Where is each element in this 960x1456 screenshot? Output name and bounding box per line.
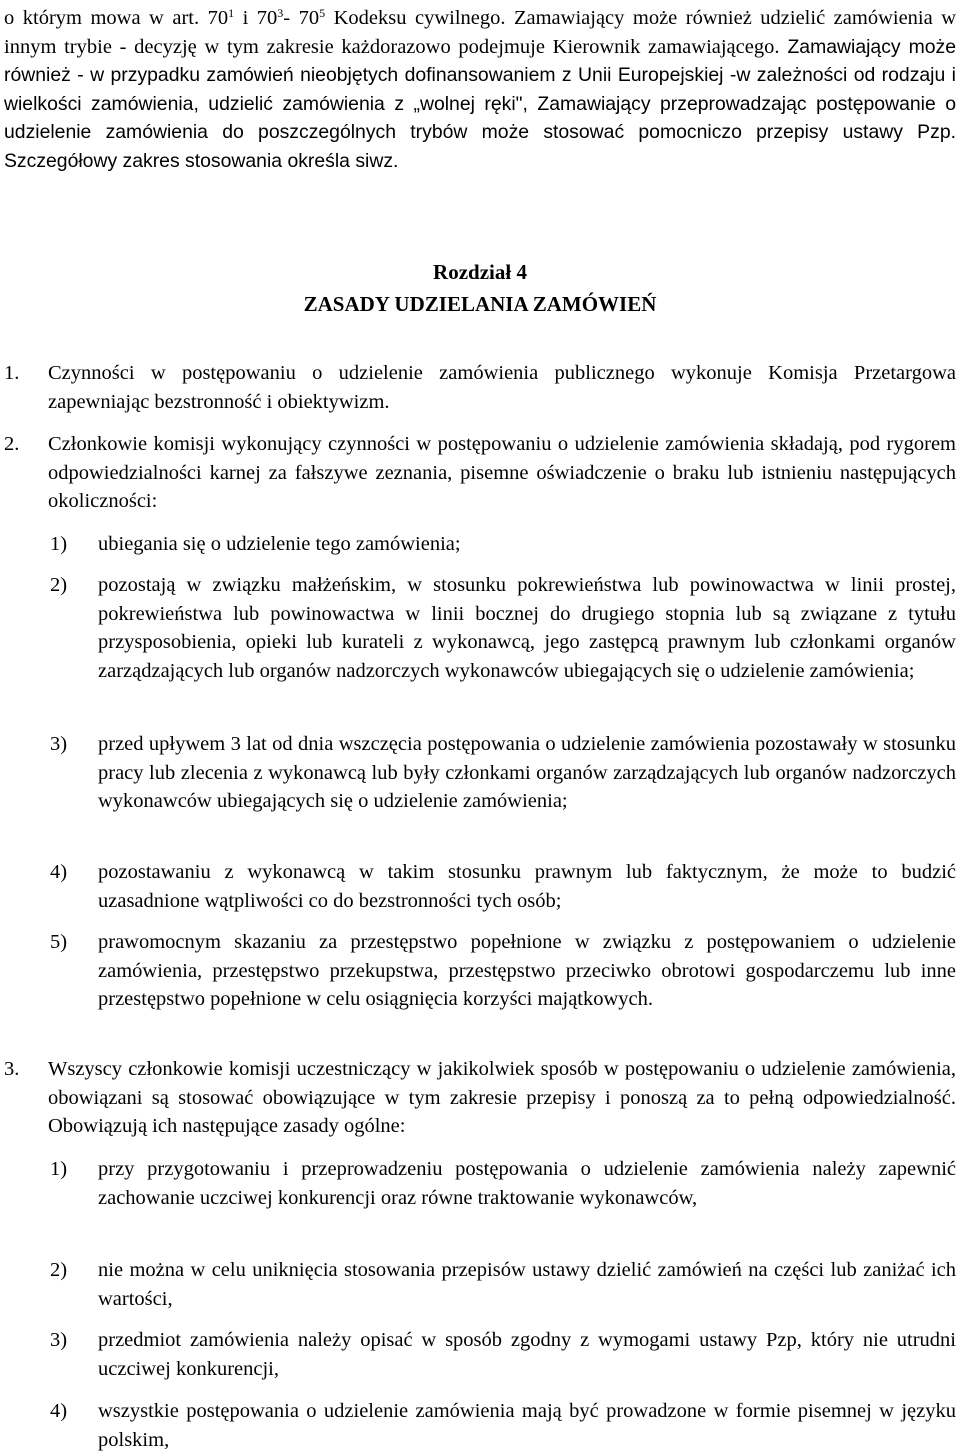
chapter-number: Rozdział 4	[433, 260, 527, 284]
point-text: Wszyscy członkowie komisji uczestniczący w jakikolwiek sposób w postępowaniu o udzielenie zamówienia, obowiązani są stosować obowiązujące w tym zakresie przepisy i ponoszą za to pełną odpowiedzialność. Obowiązują ich następujące zasady ogólne:	[48, 1058, 956, 1138]
list-item-text: pozostawaniu z wykonawcą w takim stosunku prawnym lub faktycznym, że może to budzić uzasadnione wątpliwości co do bezstronności tych osób;	[98, 861, 956, 912]
point-item	[4, 359, 956, 416]
intro-text-rest: Zamawiający może również - w przypadku zamówień nieobjętych dofinansowaniem z Unii Europejskiej -w zależności od rodzaju i wielkości zamówienia, udzielić zamówienia z „wolnej ręki", Zamawiający przeprowadzając postępowanie o udzielenie zamówienia do poszczególnych trybów może stosować pomocniczo przepisy ustawy Pzp. Szczegółowy zakres stosowania określa siwz.	[4, 35, 956, 172]
list-item	[50, 730, 956, 816]
intro-text-1: o którym mowa w art. 70	[4, 7, 229, 29]
superscript: 1	[228, 6, 235, 20]
point-number: 3.	[4, 1058, 20, 1080]
list-item-text: ubiegania się o udzielenie tego zamówienia;	[98, 533, 461, 555]
list-item-text: pozostają w związku małżeńskim, w stosunku pokrewieństwa lub powinowactwa w linii prostej, pokrewieństwa lub powinowactwa w linii bocznej do drugiego stopnia lub są związane z tytułu przysposobienia, opieki lub kurateli z wykonawcą, jego zastępcą prawnym lub członkami organów zarządzających lub organów nadzorczych wykonawców ubiegających się o udzielenie zamówienia;	[98, 574, 956, 682]
list-item	[50, 1256, 956, 1313]
list-item-number: 4)	[50, 1400, 68, 1422]
point-number: 1.	[4, 362, 20, 384]
list-item-number: 1)	[50, 533, 68, 555]
point-number: 2.	[4, 433, 20, 455]
point-item	[4, 430, 956, 516]
list-item-text: wszystkie postępowania o udzielenie zamówienia mają być prowadzone w formie pisemnej w języku polskim,	[98, 1400, 956, 1451]
chapter-title: ZASADY UDZIELANIA ZAMÓWIEŃ	[303, 292, 657, 316]
list-item	[50, 571, 956, 685]
list-item-number: 1)	[50, 1158, 68, 1180]
list-item	[50, 1326, 956, 1383]
superscript: 3	[277, 6, 284, 20]
list-item-text: przy przygotowaniu i przeprowadzeniu postępowania o udzielenie zamówienia należy zapewnić zachowanie uczciwej konkurencji oraz równe traktowanie wykonawców,	[98, 1158, 956, 1209]
list-item-number: 3)	[50, 733, 68, 755]
list-item	[50, 1397, 956, 1454]
list-item-text: przedmiot zamówienia należy opisać w sposób zgodny z wymogami ustawy Pzp, który nie utrudni uczciwej konkurencji,	[98, 1329, 956, 1380]
list-item-text: prawomocnym skazaniu za przestępstwo popełnione w związku z postępowaniem o udzielenie zamówienia, przestępstwo przekupstwa, przestępstwo przeciwko obrotowi gospodarczemu lub inne przestępstwo popełnione w celu osiągnięcia korzyści majątkowych.	[98, 931, 956, 1011]
list-item-number: 2)	[50, 574, 68, 596]
list-item-number: 2)	[50, 1259, 68, 1281]
intro-paragraph	[4, 4, 956, 176]
intro-text-4: Kodeksu cywilnego. Zamawiający może również udzielić zamówienia w innym trybie - decyzję w tym zakresie każdorazowo podejmuje Kierownik zamawiającego.	[4, 7, 957, 58]
list-item-number: 5)	[50, 931, 68, 953]
superscript: 5	[319, 6, 326, 20]
list-item-text: nie można w celu uniknięcia stosowania przepisów ustawy dzielić zamówień na części lub zaniżać ich wartości,	[98, 1259, 956, 1310]
list-item	[50, 1155, 956, 1212]
point-text: Członkowie komisji wykonujący czynności w postępowaniu o udzielenie zamówienia składają, pod rygorem odpowiedzialności karnej za fałszywe zeznania, pisemne oświadczenie o braku lub istnieniu następujących okoliczności:	[48, 433, 956, 513]
list-item	[50, 928, 956, 1014]
list-item	[50, 858, 956, 915]
list-item-text: przed upływem 3 lat od dnia wszczęcia postępowania o udzielenie zamówienia pozostawały w stosunku pracy lub zlecenia z wykonawcą lub były członkami organów zarządzających lub organów nadzorczych wykonawców ubiegających się o udzielenie zamówienia;	[98, 733, 956, 813]
list-item	[50, 530, 956, 559]
point-text: Czynności w postępowaniu o udzielenie zamówienia publicznego wykonuje Komisja Przetargowa zapewniając bezstronność i obiektywizm.	[48, 362, 956, 413]
intro-text-3: - 70	[283, 7, 320, 29]
intro-text-2: i 70	[234, 7, 278, 29]
point-item	[4, 1055, 956, 1141]
list-item-number: 4)	[50, 861, 68, 883]
list-item-number: 3)	[50, 1329, 68, 1351]
